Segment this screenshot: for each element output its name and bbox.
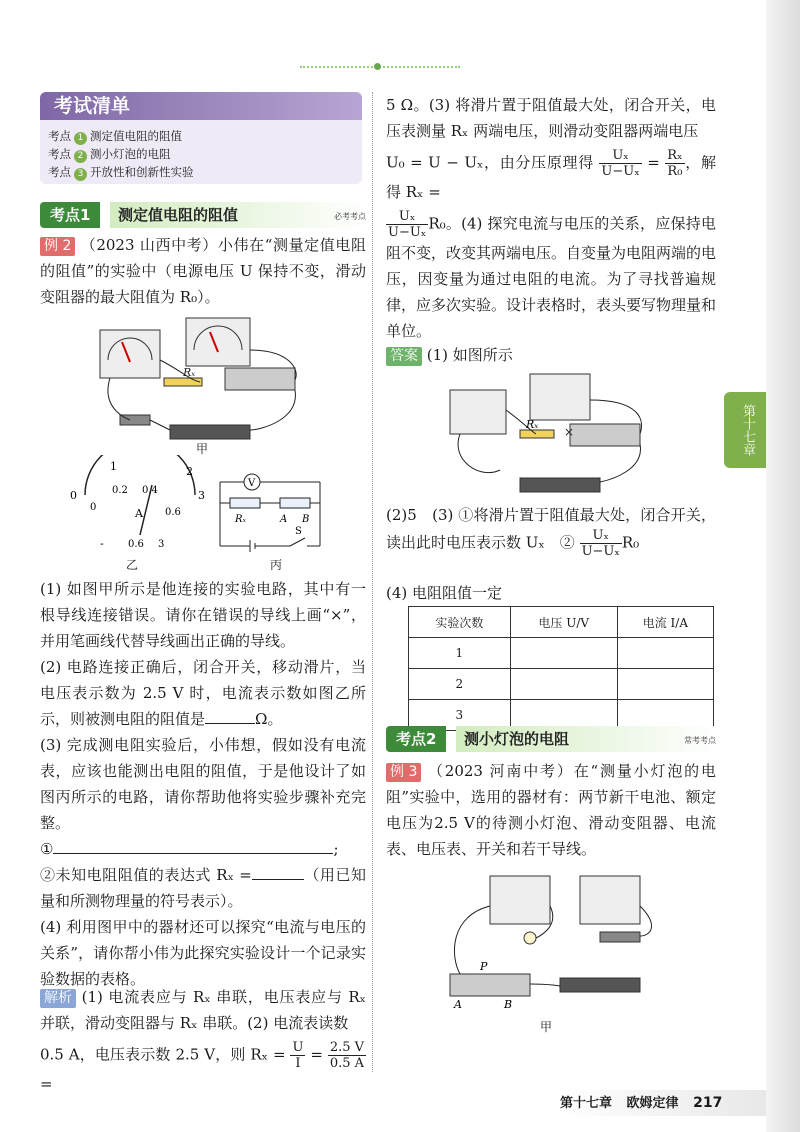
questions	[40, 576, 366, 992]
tick-label: 2	[186, 465, 193, 478]
section-title: 测定值电阻的阻值	[110, 202, 368, 228]
label-s: S	[295, 526, 302, 537]
analysis-right: 5 Ω。(3) 将滑片置于阻值最大处，闭合开关，电压表测量 Rₓ 两端电压，则滑动变阻器两端电压 U₀ = U − Uₓ，由分压原理得 $\frac{\text{Uₓ}}{\text{U−Uₓ}}$ = $\frac{\text{Rₓ}}{\text{R₀}}$ ，解得 Rₓ = $\frac{\text{Uₓ}}{\text{U−Uₓ}}$ R₀。(4) 探究电流与电压的关系，应保持电阻不变，改变其两端电压。自变量为电阻两端的电压，因变量为通过电阻的电流。为了寻找普遍规律，应多次实验。设计表格时，表头要写物理量和单位。	[386, 96, 717, 340]
tick-label: 0.2	[112, 485, 128, 496]
tick-label: 3	[198, 489, 205, 502]
exam-item: 考点 3 开放性和创新性实验	[48, 165, 194, 179]
example-intro: 例 2 （2023 山西中考）小伟在“测量定值电阻的阻值”的实验中（电源电压 U 保持不变，滑动变阻器的最大阻值为 R₀）。	[40, 236, 366, 306]
fig-caption-c: 丙	[270, 558, 283, 572]
ammeter-figure-b	[60, 455, 210, 555]
page-edge-strip	[766, 0, 800, 1132]
question-3: (3) 完成测电阻实验后，小伟想，假如没有电流表，应该也能测出电阻的阻值，于是他设计了如图丙所示的电路，请你帮助他将实验步骤补充完整。	[40, 736, 366, 832]
label-a: A	[280, 514, 288, 525]
answer-1: 答案 (1) 如图所示	[386, 342, 716, 368]
analysis-left: 解析 (1) 电流表应与 Rₓ 串联，电压表应与 Rₓ 并联，滑动变阻器与 Rₓ 串联。(2) 电流表读数	[40, 988, 367, 1032]
label-rx: Rₓ	[526, 418, 539, 431]
top-divider-dot	[374, 63, 381, 70]
footer-chapter: 第十七章	[560, 1096, 613, 1111]
exam-item: 考点 1 测定值电阻的阻值	[48, 129, 182, 143]
circuit-figure-c	[210, 470, 340, 560]
lamp-circuit-figure	[440, 866, 670, 1016]
section-note: 必考考点	[334, 212, 366, 221]
section-heading	[386, 726, 716, 752]
tick-label: 0	[70, 489, 77, 502]
question-3-step-1: ① ;	[40, 840, 339, 858]
page-footer	[560, 1090, 766, 1116]
circuit-figure-a	[90, 310, 320, 460]
section-tag: 考点1	[40, 202, 100, 228]
label-rx: Rₓ	[235, 514, 247, 525]
label-rx: Rₓ	[183, 366, 196, 379]
section-tag: 考点2	[386, 726, 446, 752]
table-row: 1	[409, 638, 714, 669]
fig-caption-b: 乙	[126, 558, 139, 572]
chapter-side-tab: 第十七章	[724, 392, 766, 468]
exam-list-title: 考试清单	[40, 92, 362, 120]
table-header: 电流 I/A	[617, 607, 713, 638]
label-b: B	[504, 998, 513, 1011]
table-header: 电压 U/V	[510, 607, 617, 638]
question-3-step-2: ②未知电阻阻值的表达式 Rₓ = （用已知量和所测物理量的符号表示）。	[40, 866, 366, 910]
example-tag: 例 3	[386, 763, 421, 782]
question-2: (2) 电路连接正确后，闭合开关，移动滑片，当电压表示数为 2.5 V 时，电流表示数如图乙所示，则被测电阻的阻值是 Ω。	[40, 658, 366, 728]
question-1: (1) 如图甲所示是他连接的实验电路，其中有一根导线连接错误。请你在错误的导线上画“×”，并用笔画线代替导线画出正确的导线。	[40, 580, 366, 650]
footer-title: 欧姆定律	[626, 1096, 679, 1111]
terminal-label: 3	[158, 539, 165, 550]
table-header: 实验次数	[409, 607, 511, 638]
tick-label: 0.6	[165, 507, 181, 518]
fig-caption-a: 甲	[196, 442, 209, 456]
section-heading	[40, 202, 366, 228]
answer-circuit-figure	[440, 370, 670, 500]
example-tag: 例 2	[40, 237, 75, 256]
record-table	[408, 606, 714, 731]
column-divider	[372, 92, 373, 1072]
section-title: 测小灯泡的电阻	[456, 726, 718, 752]
question-4: (4) 利用图甲中的器材还可以探究“电流与电压的关系”，请你帮小伟为此探究实验设计一个记录实验数据的表格。	[40, 918, 366, 988]
table-row: 3	[409, 700, 714, 731]
table-row: 2	[409, 669, 714, 700]
page-number: 217	[693, 1095, 723, 1111]
voltmeter-label: V	[248, 478, 256, 489]
table-header-row	[409, 607, 714, 638]
example-3: 例 3 （2023 河南中考）在“测量小灯泡的电阻”实验中，选用的器材有：两节新干电池、额定电压为2.5 V的待测小灯泡、滑动变阻器、电流表、电压表、开关和若干导线。	[386, 762, 716, 858]
label-p: P	[480, 960, 488, 973]
section-note: 常考考点	[684, 736, 716, 745]
label-b: B	[302, 514, 310, 525]
fig-caption-lamp: 甲	[540, 1020, 553, 1034]
terminal-label: -	[100, 537, 104, 550]
tick-label: 1	[110, 460, 117, 473]
tick-label: 0.4	[142, 485, 158, 496]
answer-tag: 答案	[386, 347, 422, 366]
tick-label: 0	[90, 502, 97, 513]
label-a: A	[454, 998, 462, 1011]
tick-label: A	[135, 507, 143, 520]
exam-item: 考点 2 测小灯泡的电阻	[48, 147, 171, 161]
terminal-label: 0.6	[128, 539, 144, 550]
answer-4: (4) 电阻阻值一定	[386, 584, 503, 602]
svg-text:×: ×	[564, 425, 575, 439]
answer-2-3: (2)5 (3) ①将滑片置于阻值最大处，闭合开关，读出此时电压表示数 Uₓ ② $\frac{\text{Uₓ}}{\text{U−Uₓ}}$ R₀	[386, 506, 716, 559]
analysis-left-2: 0.5 A，电压表示数 2.5 V，则 Rₓ = $\frac{U}{I}$ = $\frac{2.5 V}{0.5 A}$ =	[40, 1040, 365, 1093]
analysis-tag: 解析	[40, 989, 76, 1008]
